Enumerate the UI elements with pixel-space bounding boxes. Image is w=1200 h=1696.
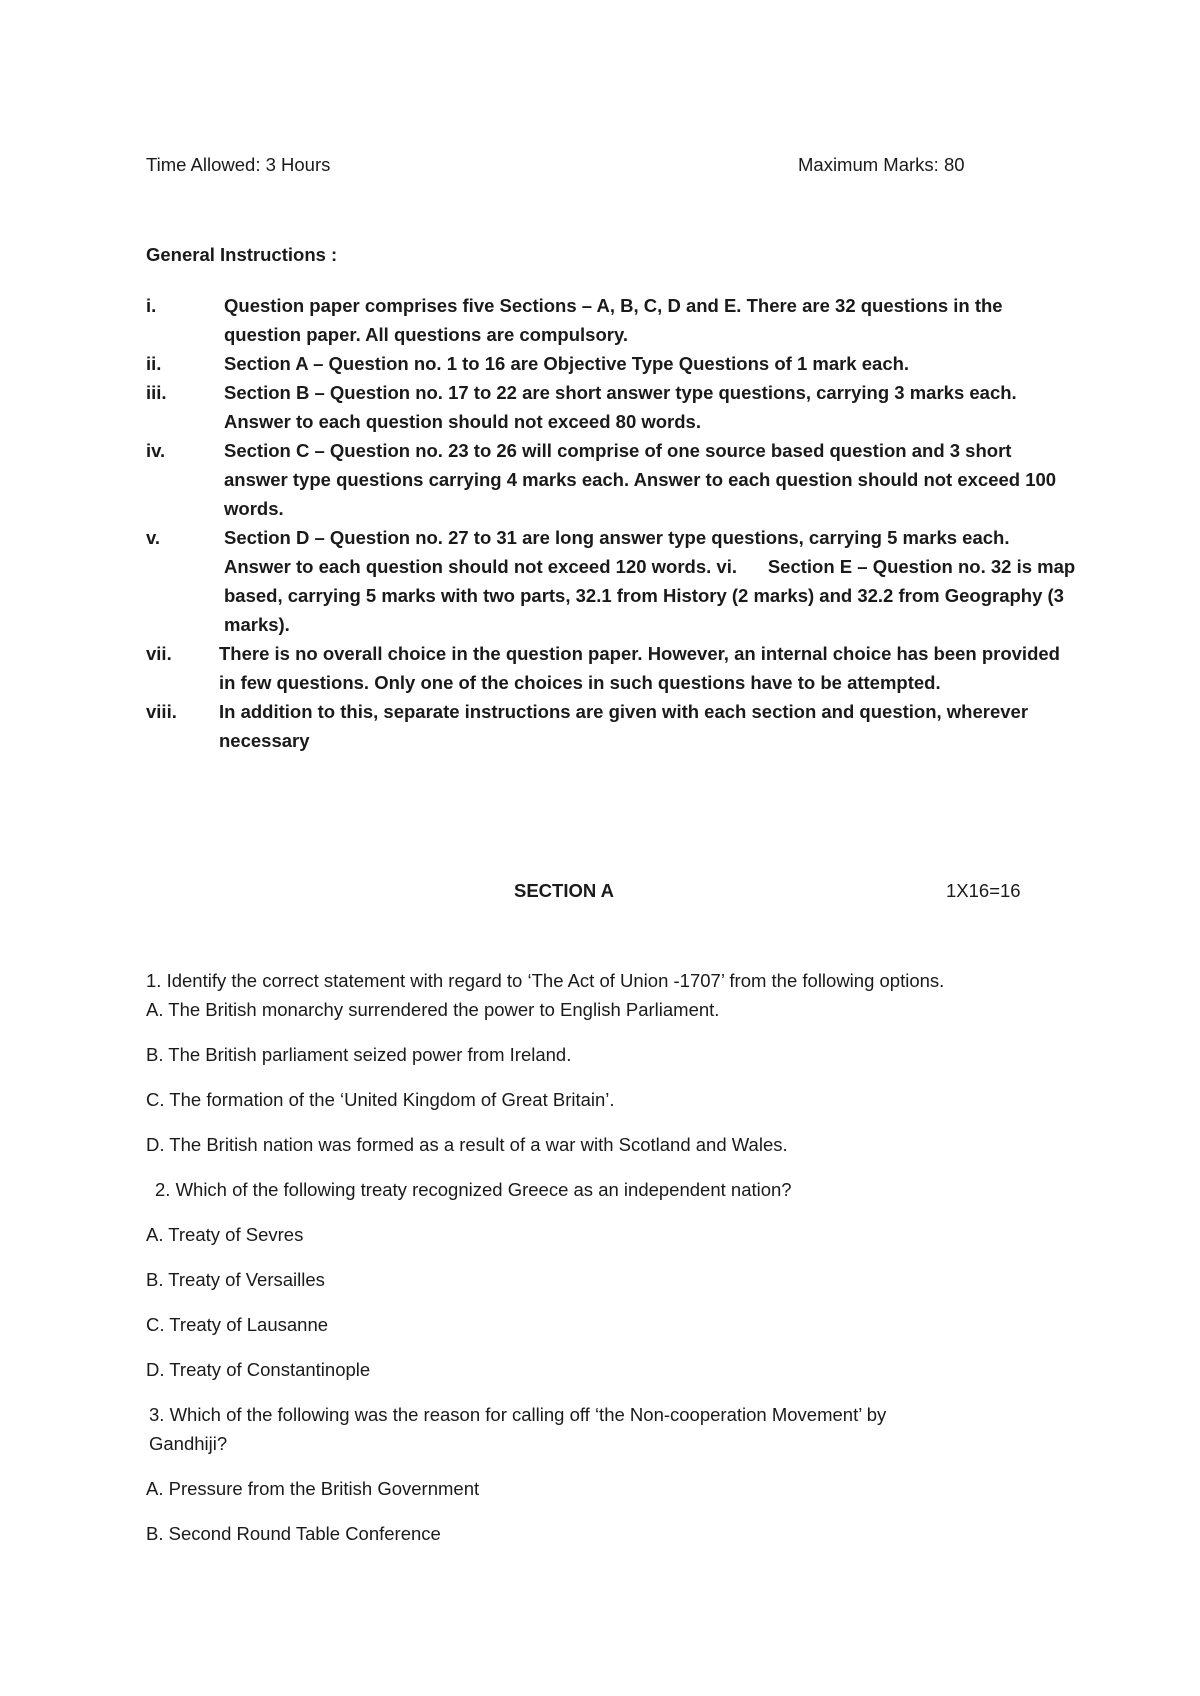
maximum-marks: Maximum Marks: 80 xyxy=(798,154,965,175)
instruction-item xyxy=(146,639,1076,697)
question-stem: 1. Identify the correct statement with regard to ‘The Act of Union -1707’ from the following options. xyxy=(146,970,945,991)
instruction-item xyxy=(146,523,1081,639)
instruction-number: ii. xyxy=(146,353,162,374)
question-option: B. The British parliament seized power from Ireland. xyxy=(146,1044,572,1065)
instruction-item xyxy=(146,378,1076,436)
section-a-marks: 1X16=16 xyxy=(946,880,1021,901)
instruction-text: There is no overall choice in the question paper. However, an internal choice has been provided in few questions. Only one of the choices in such questions have to be attempted. xyxy=(219,643,1060,693)
general-instructions-heading: General Instructions : xyxy=(146,244,338,265)
instruction-text: Section A – Question no. 1 to 16 are Objective Type Questions of 1 mark each. xyxy=(224,353,910,374)
instruction-text: In addition to this, separate instructions are given with each section and question, wherever necessary xyxy=(219,701,1029,751)
question-option: D. Treaty of Constantinople xyxy=(146,1359,371,1380)
instructions-list xyxy=(146,291,1081,755)
instruction-number: i. xyxy=(146,295,157,316)
instruction-text: Section D – Question no. 27 to 31 are long answer type questions, carrying 5 marks each. Answer to each question should not exceed 120 words. vi. Section E – Question no. 32 is map based, carrying 5 marks with two parts, 32.1 from History (2 marks) and 32.2 from Geography (3 marks). xyxy=(224,527,1081,635)
question-stem: 2. Which of the following treaty recognized Greece as an independent nation? xyxy=(155,1179,792,1200)
instruction-number: viii. xyxy=(146,701,177,722)
instruction-text: Section B – Question no. 17 to 22 are short answer type questions, carrying 3 marks each. Answer to each question should not exceed 80 words. xyxy=(224,382,1017,432)
questions-list xyxy=(146,966,1076,1548)
instruction-item xyxy=(146,349,1076,378)
instruction-number: v. xyxy=(146,527,161,548)
question-option: A. Treaty of Sevres xyxy=(146,1224,304,1245)
question-option: B. Second Round Table Conference xyxy=(146,1523,441,1544)
question-option: C. The formation of the ‘United Kingdom of Great Britain’. xyxy=(146,1089,615,1110)
instruction-text: Section C – Question no. 23 to 26 will comprise of one source based question and 3 short answer type questions carrying 4 marks each. Answer to each question should not exceed 100 words. xyxy=(224,440,1057,519)
question-option: A. The British monarchy surrendered the power to English Parliament. xyxy=(146,999,720,1020)
question-option: A. Pressure from the British Government xyxy=(146,1478,480,1499)
instruction-number: vii. xyxy=(146,643,172,664)
question-option: C. Treaty of Lausanne xyxy=(146,1314,329,1335)
instruction-item xyxy=(146,697,1076,755)
question-stem: 3. Which of the following was the reason for calling off ‘the Non-cooperation Movement’ by Gandhiji? xyxy=(149,1404,887,1454)
instruction-text: Question paper comprises five Sections – A, B, C, D and E. There are 32 questions in the question paper. All questions are compulsory. xyxy=(224,295,1003,345)
time-allowed: Time Allowed: 3 Hours xyxy=(146,154,331,175)
instruction-number: iii. xyxy=(146,382,167,403)
instruction-number: iv. xyxy=(146,440,166,461)
section-a-title: SECTION A xyxy=(514,880,615,901)
question-option: D. The British nation was formed as a result of a war with Scotland and Wales. xyxy=(146,1134,788,1155)
question-option: B. Treaty of Versailles xyxy=(146,1269,325,1290)
instruction-item xyxy=(146,436,1076,523)
instruction-item xyxy=(146,291,1076,349)
